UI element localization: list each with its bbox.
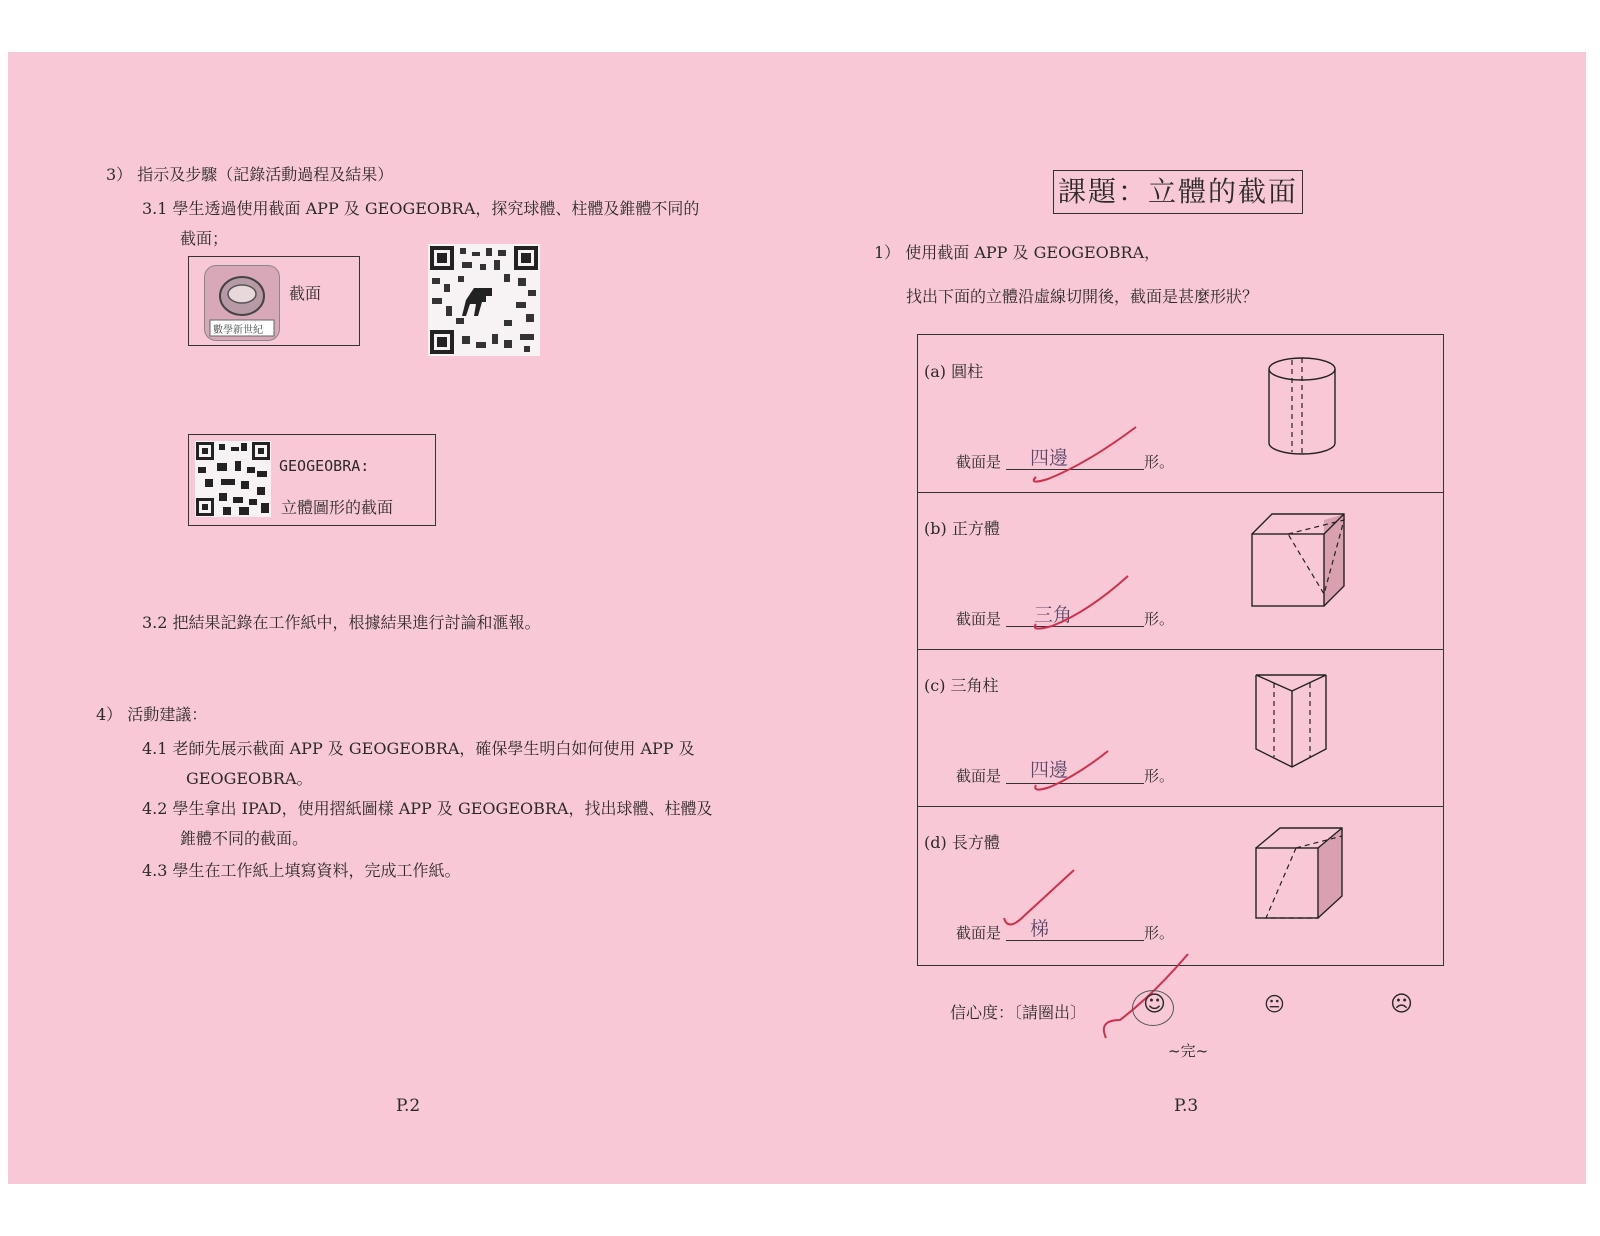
step-3-1-line1: 3.1 學生透過使用截面 APP 及 GEOGEOBRA，探究球體、柱體及錐體不同的 xyxy=(142,199,700,218)
table-row xyxy=(918,335,1443,493)
question-1-line2: 找出下面的立體沿虛線切開後，截面是甚麼形狀？ xyxy=(906,287,1259,306)
handwritten-answer: 四邊 xyxy=(1030,759,1069,781)
geogebra-label-2: 立體圖形的截面 xyxy=(281,498,394,517)
confidence-label: 信心度：〔請圈出〕 xyxy=(950,1003,1087,1022)
table-row xyxy=(918,806,1443,963)
row-label: (c) 三角柱 xyxy=(924,676,999,695)
step-3-1-line2: 截面； xyxy=(180,229,229,248)
red-tick-icon xyxy=(1018,572,1148,636)
geogebra-label-1: GEOGEOBRA: xyxy=(279,457,370,475)
triangular-prism-icon xyxy=(1252,669,1332,773)
step-4-3: 4.3 學生在工作紙上填寫資料，完成工作紙。 xyxy=(142,861,461,880)
app-icon-text: 數學新世紀 xyxy=(213,325,263,336)
answer-suffix: 形。 xyxy=(1144,453,1175,471)
qr-code-icon xyxy=(428,244,540,356)
step-4-1-line1: 4.1 老師先展示截面 APP 及 GEOGEOBRA，確保學生明白如何使用 APP 及 xyxy=(142,739,695,758)
scanned-sheet xyxy=(8,52,1586,1184)
page-number-right: P.3 xyxy=(1174,1096,1199,1116)
question-1-line1: 1） 使用截面 APP 及 GEOGEOBRA， xyxy=(874,243,1161,262)
answer-table xyxy=(917,334,1444,966)
handwritten-answer: 三角 xyxy=(1034,604,1073,626)
app-box xyxy=(188,256,360,346)
handwritten-answer: 梯 xyxy=(1030,918,1050,940)
red-tick-icon xyxy=(1022,745,1122,795)
table-row xyxy=(918,492,1443,650)
cylinder-icon xyxy=(1264,355,1340,459)
end-mark: ~完~ xyxy=(1168,1042,1209,1060)
red-tick-icon xyxy=(1018,423,1148,487)
row-label: (b) 正方體 xyxy=(924,519,1000,538)
red-tick-icon xyxy=(1000,868,1090,944)
section-3-heading: 3） 指示及步驟（記錄活動過程及結果） xyxy=(106,165,394,184)
cuboid-icon xyxy=(1252,826,1352,926)
app-icon xyxy=(204,265,280,341)
geogebra-qr-icon xyxy=(195,441,271,517)
table-row xyxy=(918,649,1443,807)
cube-icon xyxy=(1248,512,1348,612)
app-label: 截面 xyxy=(289,284,322,303)
answer-suffix: 形。 xyxy=(1144,610,1175,628)
answer-prefix: 截面是 xyxy=(956,924,1002,942)
answer-prefix: 截面是 xyxy=(956,610,1002,628)
answer-suffix: 形。 xyxy=(1144,767,1175,785)
row-label: (d) 長方體 xyxy=(924,833,1000,852)
happy-face-icon: ☺ xyxy=(1143,992,1166,1017)
section-4-heading: 4） 活動建議： xyxy=(96,705,208,724)
step-3-2: 3.2 把結果記錄在工作紙中，根據結果進行討論和滙報。 xyxy=(142,613,541,632)
step-4-2-line1: 4.2 學生拿出 IPAD，使用摺紙圖樣 APP 及 GEOGEOBRA，找出球體、柱體及 xyxy=(142,799,713,818)
row-label: (a) 圓柱 xyxy=(924,362,984,381)
step-4-2-line2: 錐體不同的截面。 xyxy=(180,829,309,848)
answer-prefix: 截面是 xyxy=(956,767,1002,785)
sad-face-icon: ☹ xyxy=(1390,992,1413,1017)
geogebra-box xyxy=(188,434,436,526)
page-title: 課題：立體的截面 xyxy=(1053,170,1303,214)
neutral-face-icon: 😐 xyxy=(1264,992,1285,1016)
step-4-1-line2: GEOGEOBRA。 xyxy=(186,769,313,788)
answer-prefix: 截面是 xyxy=(956,453,1002,471)
answer-suffix: 形。 xyxy=(1144,924,1175,942)
handwritten-answer: 四邊 xyxy=(1030,447,1069,469)
page-number-left: P.2 xyxy=(396,1096,421,1116)
